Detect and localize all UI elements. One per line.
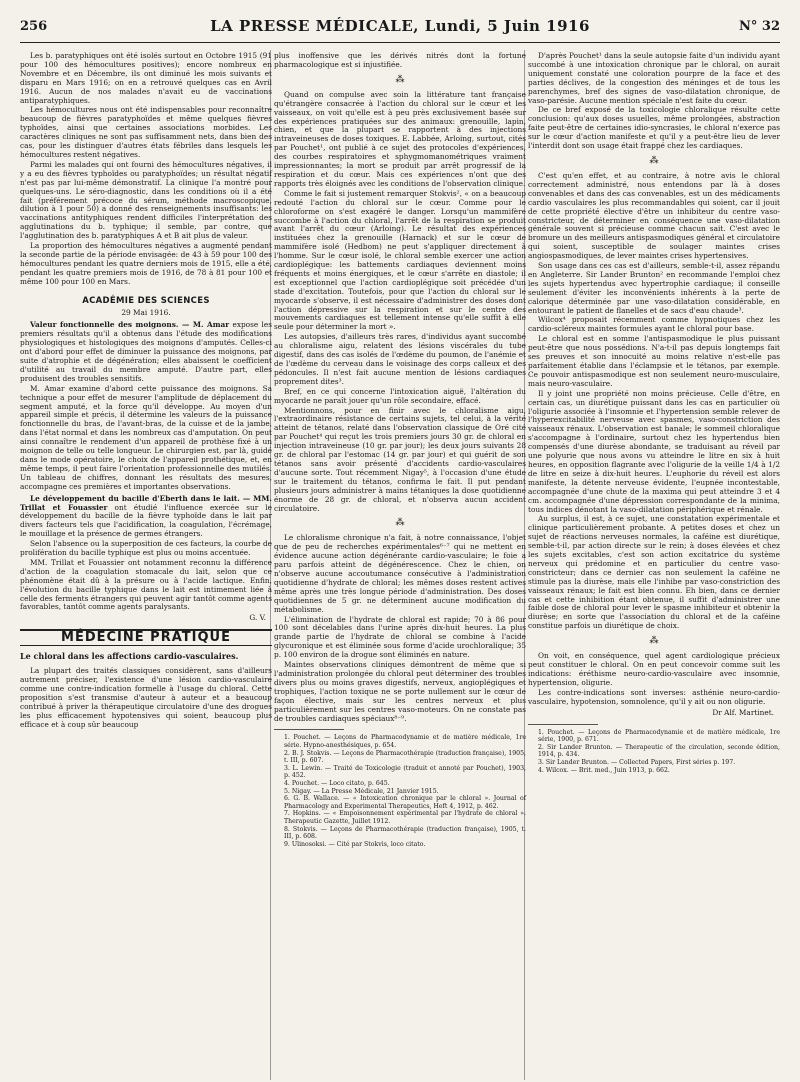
footnote: 4. Wilcox. — Brit. med., Juin 1913, p. 662.	[538, 766, 670, 774]
footnote: 6. G. B. Wallace. — « Intoxication chronique par le chloral ». Journal of Pharmacology and Experimental Therapeutics, Heft 4, 1912, p. 462.	[284, 795, 526, 810]
paragraph: La proportion des hémocultures négatives a augmenté pendant la seconde partie de la période envisagée: de 43 à 59 pour 100 des hémocultures pendant les quatre derniers mois de 1915, elle a été, pendant les quatre premiers mois de 1916, de 78 à 81 pour 100 et même 100 pour 100 en Mars.	[20, 241, 272, 286]
asterism-ornament: ⁂	[395, 74, 405, 85]
footnote: 5. Nigay. — La Presse Médicale, 21 Janvier 1915.	[284, 787, 439, 795]
paragraph: Le chloralisme chronique n'a fait, à notre connaissance, l'objet que de peu de recherches expérimentales⁶⁻⁷ qui ne mettent en évidence aucune action dégénérante cardio-vasculaire; le foie a paru parfois atteint de dégénérescence. Chez le chien, on n'observe aucune accoutumance consécutive à l'administration quotidienne d'hydrate de chloral; les mêmes doses restent actives même après une très longue période d'administration. Des doses quotidiennes de 5 gr. ne déterminent aucune modification du métabolisme.	[274, 533, 526, 614]
section-title-medecine-pratique: MÉDECINE PRATIQUE	[20, 629, 272, 646]
footnote: 9. Ulinosoksi. — Cité par Stokvis, loco citato.	[284, 840, 426, 848]
paragraph: M. Amar examine d'abord cette puissance des moignons. Sa technique a pour effet de mesurer l'amplitude de déplacement du segment amputé, et la force qu'il développe. Au moyen d'un appareil simple et précis, il détermine les valeurs de la puissance fonctionnelle du bras, de l'avant-bras, de la cuisse et de la jambe, dans l'état normal et dans les nombreux cas d'amputation. On peut ainsi connaître le rendement d'un appareil de prothèse fixé à un moignon de telle ou telle longueur. Le chirurgien est, par là, guidé dans le mode opératoire, le choix de l'appareil prothétique, et, en même temps, il peut faire l'orientation professionnelle des mutilés. Un tableau de chiffres, donnant les résultats des mesures, accompagne ces premières et importantes observations.	[20, 383, 272, 491]
paragraph: Le chloral est en somme l'antispasmodique le plus puissant peut-être que nous possédions. N'a-t-il pas depuis longtemps fait ses preuves et son innocuité au moins relative n'est-elle pas parfaitement établie dans l'éclampsie et le tétanos, par exemple. Ce pouvoir antispasmodique est non seulement neuro-musculaire, mais neuro-vasculaire.	[528, 334, 780, 388]
footnote: 4. Pouchet. — Loco citato, p. 645.	[284, 780, 390, 787]
footnote-divider	[528, 724, 598, 725]
author-signature: Dr Alf. Martinet.	[712, 707, 774, 717]
paragraph: Les contre-indications sont inverses: asthénie neuro-cardio-vasculaire, hypotension, somnolence, qu'il y ait ou non oligurie.	[528, 687, 780, 706]
issue-number: N° 32	[739, 19, 780, 34]
paragraph: Quand on compulse avec soin la littérature tant française qu'étrangère consacrée à l'action du chloral sur le cœur et les vaisseaux, on voit qu'elle est à peu près exclusivement basée sur des expériences pratiquées sur des animaux: grenouille, lapin, chien, et que la plupart se rapportent à des injections intraveineuses de doses toxiques. E. Labbée, Arloing, surtout, cités par Pouchet¹, ont publié à ce sujet des protocoles d'expériences, des courbes respiratoires et sphygmomanométriques vraiment impressionnantes; la mort se produit par arrêt progressif de la respiration et du cœur. Mais ces expériences n'ont que des rapports très éloignés avec les conditions de l'observation clinique.	[274, 89, 526, 188]
report-text: ont étudié l'influence exercée sur le développement du bacille de la fièvre typhoïde dans le lait par divers facteurs tels que l'acidification, la coagulation, l'écrémage, le mouillage et la présence de germes étrangers.	[20, 502, 273, 539]
asterism-ornament: ⁂	[395, 518, 405, 529]
paragraph: Bref, en ce qui concerne l'intoxication aiguë, l'altération du myocarde ne paraît jouer qu'un rôle secondaire, effacé.	[274, 386, 526, 405]
section-heading-academy: ACADÉMIE DES SCIENCES	[82, 295, 210, 306]
footnote: 8. Stokvis. — Leçons de Pharmacothérapie (traduction française), 1905, t. III, p. 608.	[284, 825, 526, 841]
paragraph: Parmi les malades qui ont fourni des hémocultures négatives, il y a eu des fièvres typhoïdes ou paratyphoïdes; un résultat négatif n'est pas par lui-même démonstratif. La clinique l'a montré pour quelques-uns. Le séro-diagnostic, dans les conditions où il a été fait (préférement précoce du sérum, méthode macroscopique, dilution à 1 pour 50) a donné des renseignements insuffisants: les vaccinations antityphiques rendent difficiles l'interprétation des agglutinations du b. typhique; il semble, par contre, que l'agglutination des b. paratyphiques A et B ait plus de valeur.	[20, 159, 272, 241]
paragraph: Les hémocultures nous ont été indispensables pour reconnaître beaucoup de fièvres paratyphoïdes et même quelques fièvres typhoïdes, ainsi que certaines associations morbides. Les caractères cliniques ne sont pas suffisamment nets, dans bien des cas, pour les distinguer d'autres états fébriles dans lesquels les hémocultures restent négatives.	[20, 105, 272, 159]
paragraph: Selon l'absence ou la superposition de ces facteurs, la courbe de prolifération du bacille typhique est plus ou moins accentuée.	[20, 539, 272, 558]
footnote-divider	[274, 729, 344, 730]
column-3	[528, 52, 780, 774]
column-1	[20, 52, 272, 730]
asterism-ornament: ⁂	[649, 636, 659, 647]
footnote: 2. B. J. Stokvis. — Leçons de Pharmacothérapie (traduction française), 1905, t. III, p. 607.	[284, 749, 526, 765]
session-date: 29 Mai 1916.	[121, 308, 171, 318]
page-number: 256	[20, 19, 48, 34]
paragraph: Au surplus, il est, à ce sujet, une constatation expérimentale et clinique particulièrement probante. A petites doses et chez un sujet de réactions nerveuses normales, la caféine est diurétique, semble-t-il, par action directe sur le rein; à doses élevées et chez les sujets excitables, c'est son action excitatrice du système nerveux qui prédomine et en particulier du centre vaso-constricteur; dans ce dernier cas non seulement la caféine ne stimule pas la diurèse, mais elle l'inhibe par vaso-constriction des vaisseaux rénaux; le fait est bien connu. Eh bien, dans ce dernier cas et cette inhibition étant obtenue, il suffit d'administrer une faible dose de chloral pour lever le spasme inhibiteur et obtenir la diurèse; en sorte que l'association du chloral et de la caféine constitue parfois un diurétique de choix.	[528, 514, 780, 631]
paragraph: Wilcox⁴ proposait récemment comme hypnotiques chez les cardio-scléreux maintes formules ayant le chloral pour base.	[528, 315, 780, 334]
author-signature: G. V.	[249, 613, 266, 623]
footnote: 3. Sir Lander Brunton. — Collected Papers, First séries p. 197.	[538, 758, 736, 766]
report-text: expose les premiers résultats qu'il a obtenus dans l'étude des modifications physiologiques et histologiques des moignons d'amputés. Celles-ci ont d'abord pour effet de diminuer la puissance des moignons, par suite d'atrophie et de dégénération; elles abaissent le coefficient d'utilité au travail du membre amputé. D'autre part, elles produisent des troubles sensitifs.	[20, 320, 272, 383]
paragraph: Les b. paratyphiques ont été isolés surtout en Octobre 1915 (91 pour 100 des hémocultures positives); encore nombreux en Novembre et en Décembre, ils ont diminué les mois suivants et disparu en Mars 1916; on en a retrouvé quelques cas en Avril 1916. Aucun de nos malades n'avait eu de vaccinations antiparatyphiques.	[20, 51, 272, 105]
paragraph: plus inoffensive que les dérivés nitrés dont la fortune pharmacologique est si injustifiée.	[274, 51, 526, 69]
footnote: 2. Sir Lander Brunton. — Therapeutic of the circulation, seconde édition, 1914, p. 434.	[538, 743, 780, 759]
footnote: 1. Pouchet. — Leçons de Pharmacodynamie et de matière médicale, 1re série. Hypno-anesthésiques, p. 654.	[284, 734, 526, 750]
paragraph: Les autopsies, d'ailleurs très rares, d'individus ayant succombé au chloralisme aigu, relatent des lésions viscérales du tube digestif, dans des cas isolés de l'œdème du poumon, de l'anémie et de l'œdème du cerveau dans le voisinage des corps calleux et des pédoncules. Il n'est fait aucune mention de lésions cardiaques proprement dites³.	[274, 332, 526, 386]
footnote: 7. Hopkins. — « Empoisonnement expérimental par l'hydrate de chloral ». Therapeutic Gazette, Juillet 1912.	[284, 810, 526, 825]
paragraph: L'élimination de l'hydrate de chloral est rapide; 70 à 86 pour 100 sont décelables dans l'urine après dix-huit heures. La plus grande partie de l'hydrate de chloral se combine à l'acide glycuronique et est éliminée sous forme d'acide urochloralique; 35 p. 100 environ de la drogue sont éliminés en nature.	[274, 614, 526, 660]
paragraph: D'après Pouchet¹ dans la seule autopsie faite d'un individu ayant succombé à une intoxication chronique par le chloral, on aurait uniquement constaté une coloration pourpre de la face et des parties déclives, de la congestion des méninges et de tous les parenchymes, bref des signes de vaso-dilatation chronique, de vaso-parésie. Aucune mention spéciale n'est faite du cœur.	[528, 51, 780, 105]
paragraph: La plupart des traités classiques considèrent, sans d'ailleurs autrement préciser, l'existence d'une lésion cardio-vasculaire comme une contre-indication formelle à l'usage du chloral. Cette proposition s'est transmise d'auteur à auteur et a beaucoup contribué à priver la thérapeutique circulatoire d'une des drogues les plus efficacement hypotensives qui soient, beaucoup plus efficace et à coup sûr beaucoup	[20, 666, 272, 729]
paragraph: Son usage dans ces cas est d'ailleurs, semble-t-il, assez répandu en Angleterre. Sir Lander Brunton² en recommande l'emploi chez les sujets hypertendus avec hypertrophie cardiaque; il conseille seulement d'éviter les inconvénients inhérents à la perte de calorique déterminée par une vaso-dilatation considérable, en entourant le patient de flanelles et de sacs d'eau chaude³.	[528, 261, 780, 315]
paragraph: MM. Trillat et Fouassier ont notamment reconnu la différence d'action de la coagulation stomacale du lait, selon que ce phénomène était dû à la présure ou à l'acide lactique. Enfin, l'évolution du bacille typhique dans le lait est intimement liée à celle des ferments étrangers qui peuvent agir tantôt comme agents favorables, tantôt comme agents paralysants.	[20, 557, 272, 612]
paragraph: Comme le fait si justement remarquer Stokvis², « on a beaucoup redouté l'action du chloral sur le cœur. Comme pour le chloroforme on s'est exagéré le danger. Lorsqu'un mammifère succombe à l'action du chloral, l'arrêt de la respiration se produit avant l'arrêt du cœur (Arloing). Le résultat des expériences instituées chez la grenouille (Harnack) et sur le cœur de mammifère isolé (Hedbom) ne peut s'appliquer directement à l'homme. Sur le cœur isolé, le chloral semble exercer une action cardioplégique: les battements cardiaques deviennent moins fréquents et moins énergiques, et le cœur s'arrête en diastole; il est exceptionnel que l'action cardioplégique soit précédée d'un stade d'excitation. Toutefois, pour que l'action du chloral sur le myocarde s'observe, il est nécessaire d'administrer des doses dont l'action dépressive sur la respiration et sur le centre des mouvements cardiaques est tellement intense qu'elle suffit à elle seule pour déterminer la mort ».	[274, 188, 526, 332]
asterism-ornament: ⁂	[649, 155, 659, 166]
paragraph: Il y joint une propriété non moins précieuse. Celle d'être, en certain cas, un diurétique puissant dans les cas en particulier où l'oligurie associée à l'insomnie et l'hypertension semble relever de l'hyperexcitabilité nerveuse avec spasmes, vaso-constriction des vaisseaux rénaux. L'observation est banale; le sommeil chloralique s'accompagne à l'ordinaire, surtout chez les hypertendus bien compensés d'une diurèse abondante, se traduisant au réveil par une polyurie que nous avons vu atteindre le litre en six à huit heures, en opposition flagrante avec l'oligurie de la veille 1/4 à 1/2 de litre en seize à dix-huit heures. L'euphorie du réveil est alors manifeste, la détente nerveuse évidente, l'eupnée incontestable, accompagnée d'une chute de la maxima qui peut atteindre 3 et 4 cm. accompagnée d'une dépression correspondante de la minima, tous indices dénotant la vaso-dilatation périphérique et rénale.	[528, 388, 780, 514]
paragraph: De ce bref exposé de la toxicologie chloralique résulte cette conclusion: qu'aux doses usuelles, même prolongées, abstraction faite peut-être de certaines idio-syncrasies, le chloral n'exerce pas sur le cœur d'action manifeste et qu'il y a peut-être lieu de lever l'interdit dont son usage était frappé chez les cardiaques.	[528, 105, 780, 151]
article-title: Le chloral dans les affections cardio-vasculaires.	[20, 651, 239, 662]
report-title: Le développement du bacille d'Eberth dans le lait. — MM. Trillat et Fouassier	[20, 493, 272, 512]
footnote: 3. L. Lewin. — Traité de Toxicologie (traduit et annoté par Pouchet), 1903, p. 452.	[284, 764, 526, 780]
journal-title: LA PRESSE MÉDICALE, Lundi, 5 Juin 1916	[210, 17, 590, 35]
column-2	[274, 52, 526, 848]
paragraph: Maintes observations cliniques démontrent de même que si l'administration prolongée du chloral peut déterminer des troubles divers plus ou moins graves digestifs, nerveux, angioplégiques et trophiques, l'action toxique ne se porte nullement sur le cœur de façon élective, mais sur les centres nerveux et plus particulièrement sur les centres vaso-moteurs. On ne constate pas de troubles cardiaques spéciaux⁸⁻⁹.	[274, 660, 526, 723]
report-title: Valeur fonctionnelle des moignons. — M. Amar	[30, 320, 230, 330]
page-header	[20, 17, 780, 43]
paragraph: On voit, en conséquence, quel agent cardiologique précieux peut constituer le chloral. On en peut concevoir comme suit les indications: éréthisme neuro-cardio-vasculaire avec insomnie, hypertension, oligurie.	[528, 651, 780, 687]
paragraph: C'est qu'en effet, et au contraire, à notre avis le chloral correctement administré, nous entendons par là à doses convenables et dans des cas convenables, est un des médicaments cardio vasculaires les plus recommandables qui soient, car il jouit de cette propriété élective d'être un inhibiteur du centre vaso-constricteur, de déterminer en conséquence une vaso-dilatation générale souvent si précieuse comme chacun sait. C'est avec le bromure un des meilleurs antispasmodiques général et circulatoire qui soient, susceptible de soulager maintes crises angiospasmodiques, de lever maintes crises hypertensives.	[528, 170, 780, 261]
footnote: 1. Pouchet. — Leçons de Pharmacodynamie et de matière médicale, 1re série, 1900, p. 671.	[538, 728, 780, 744]
paragraph: Mentionnons, pour en finir avec le chloralisme aigu, l'extraordinaire résistance de certains sujets, tel celui, à la vérité atteint de tétanos, relaté dans l'observation classique de Oré cité par Pouchet⁴ qui reçut les trois premiers jours 30 gr. de chloral en injection intraveineuse (10 gr. par jour); les deux jours suivants 28 gr. de chloral par l'estomac (14 gr. par jour) et qui guérit de son tétanos sans avoir présenté d'accidents cardio-vasculaires d'aucune sorte. Tout récemment Nigay⁵, à l'occasion d'une étude sur le traitement du tétanos, confirma le fait. Il put pendant plusieurs jours administrer à mains tétaniques la dose quotidienne énorme de 28 gr. de chloral, et n'observa aucun accident circulatoire.	[274, 405, 526, 513]
hemoculture-section	[20, 52, 272, 287]
